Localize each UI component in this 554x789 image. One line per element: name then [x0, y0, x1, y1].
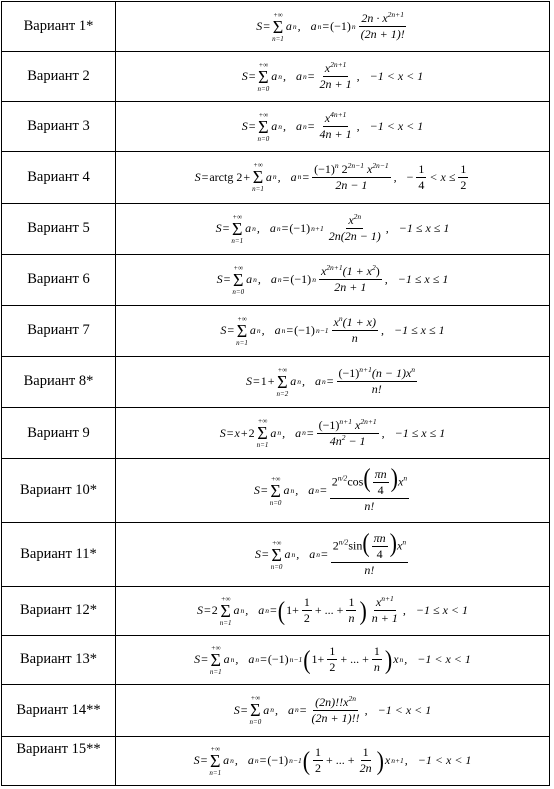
formula-cell: S = +∞ Σ n=0 a n , a n = (−1) n $\frac{x^{2n+1}(1 + x^2)}{2n + 1}$ , −1 ≤ x ≤ 1 [116, 254, 550, 305]
formula-cell: S = +∞ Σ n=1 a n , a n = (−1) n−1 ( $\frac{1}{2}$ + ... + $\frac{1}{2n}$ ) x n+1 , −1 < x < 1 [116, 736, 550, 785]
formula-cell: S = +∞ Σ n=1 a n , a n = (−1) n−1 ( 1+ $\frac{1}{2}$ + ... + $\frac{1}{n}$ ) x n , −1 < x < 1 [116, 635, 550, 684]
variant-label: Вариант 6 [2, 254, 116, 305]
formula-cell: S = +∞ Σ n=0 a n , a n = $2^{n/2}\sin$( $\frac{\pi n}{4}$ )$x^n$ n! [116, 523, 550, 587]
table-row [2, 459, 550, 523]
formula-cell: S = +∞ Σ n=0 a n , a n = $2^{n/2}\cos$( $\frac{\pi n}{4}$ )$x^n$ n! [116, 459, 550, 523]
table-row [2, 102, 550, 152]
table-row [2, 684, 550, 736]
variant-label: Вариант 14** [2, 684, 116, 736]
variant-label: Вариант 3 [2, 102, 116, 152]
table-row [2, 305, 550, 356]
variant-label: Вариант 10* [2, 459, 116, 523]
variant-label: Вариант 8* [2, 356, 116, 407]
table-row [2, 736, 550, 785]
table-row [2, 2, 550, 52]
table-row [2, 587, 550, 635]
variant-label: Вариант 9 [2, 408, 116, 459]
variants-table [1, 1, 550, 786]
formula-cell: S = +∞ Σ n=1 a n , a n = (−1) n+1 $\frac{x^{2n}}{2n(2n - 1)}$ , −1 ≤ x ≤ 1 [116, 203, 550, 254]
formula-cell: S = +∞ Σ n=0 a n , a n = $\frac{(2n)!!x^{2n}}{(2n + 1)!!}$ , −1 < x < 1 [116, 684, 550, 736]
table-row [2, 523, 550, 587]
variant-label: Вариант 12* [2, 587, 116, 635]
variant-label: Вариант 1* [2, 2, 116, 52]
table-row [2, 254, 550, 305]
formula-cell: S = 1 + +∞ Σ n=2 a n , a n = $\frac{(-1)^{n+1}(n - 1)x^n}{n!}$ [116, 356, 550, 407]
formula-cell: S = +∞ Σ n=1 a n , a n = (−1) n $\frac{2n \cdot x^{2n+1}}{(2n + 1)!}$ [116, 2, 550, 52]
variant-label: Вариант 5 [2, 203, 116, 254]
variant-label: Вариант 2 [2, 52, 116, 102]
table-row [2, 52, 550, 102]
variant-label: Вариант 7 [2, 305, 116, 356]
table-row [2, 152, 550, 203]
table-row [2, 203, 550, 254]
formula-cell: S = 2 +∞ Σ n=1 a n , a n = ( 1+ $\frac{1}{2}$ + ... + $\frac{1}{n}$ ) $\frac{x^{n+1}}{n + 1}$ , −1 ≤ x < 1 [116, 587, 550, 635]
formula-cell: S = +∞ Σ n=0 a n , a n = $\frac{x^{2n+1}}{2n + 1}$ , −1 < x < 1 [116, 52, 550, 102]
formula-cell: S = +∞ Σ n=1 a n , a n = (−1) n−1 $\frac{x^n(1 + x)}{n}$ , −1 ≤ x ≤ 1 [116, 305, 550, 356]
table-row [2, 408, 550, 459]
variant-label: Вариант 4 [2, 152, 116, 203]
formula-cell: S = x + 2 +∞ Σ n=1 a n , a n = $\frac{(-1)^{n+1} x^{2n+1}}{4n^2 - 1}$ , −1 ≤ x ≤ 1 [116, 408, 550, 459]
formula-cell: S = +∞ Σ n=0 a n , a n = $\frac{x^{4n+1}}{4n + 1}$ , −1 < x < 1 [116, 102, 550, 152]
formula-cell: S = arctg 2 + +∞ Σ n=1 a n , a n = $\frac{(-1)^n 2^{2n-1} x^{2n-1}}{2n - 1}$ , − $\frac{1}{4}$ < x ≤ $\frac{1}{2}$ [116, 152, 550, 203]
variant-label: Вариант 11* [2, 523, 116, 587]
table-row [2, 635, 550, 684]
variant-label: Вариант 13* [2, 635, 116, 684]
variant-label: Вариант 15** [2, 736, 116, 785]
table-row [2, 356, 550, 407]
